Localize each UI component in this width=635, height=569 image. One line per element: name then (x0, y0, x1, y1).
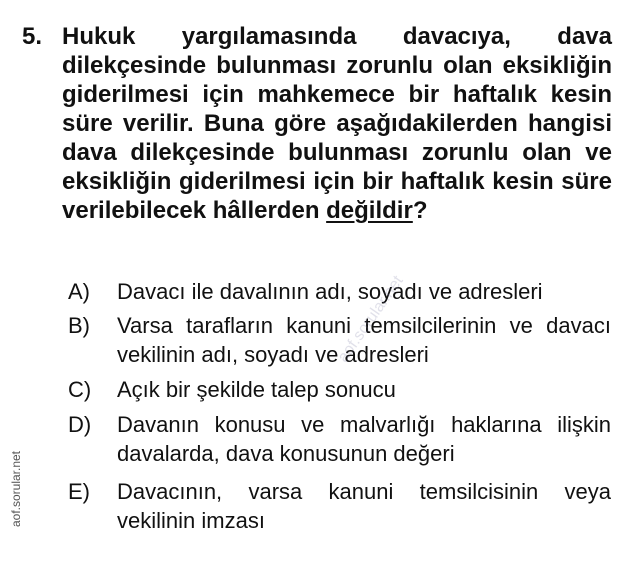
question-number: 5. (22, 23, 43, 50)
option-e-text: Davacının, varsa kanuni temsilcisinin veya vekilinin imzası (117, 479, 611, 533)
side-watermark: aof.sorular.net (9, 450, 23, 528)
option-b-text: Varsa tarafların kanuni temsilcilerinin ve davacı vekilinin adı, soyadı ve adresleri (117, 313, 611, 367)
question-text (62, 22, 612, 225)
option-d-letter: D) (68, 412, 92, 437)
option-a-text: Davacı ile davalının adı, soyadı ve adresleri (117, 279, 543, 304)
option-e-letter: E) (68, 479, 90, 504)
option-d-text: Davanın konusu ve malvarlığı haklarına ilişkin davalarda, dava konusunun değeri (117, 412, 611, 466)
diagonal-watermark: aof.sorular.net (334, 272, 407, 366)
question-emphasis: değildir (326, 197, 413, 224)
option-a-letter: A) (68, 279, 90, 304)
option-c-letter: C) (68, 377, 92, 402)
question-stem: Hukuk yargılamasında davacıya, dava dilekçesinde bulunması zorunlu olan eksikliğin giderilmesi için mahkemece bir haftalık kesin süre verilir. Buna göre aşağıdakilerden hangisi dava dilekçesinde bulunması zorunlu olan ve eksikliğin giderilmesi için bir haftalık kesin süre verilebilecek hâllerden (62, 23, 612, 224)
question-mark: ? (412, 197, 428, 224)
option-b-letter: B) (68, 313, 90, 338)
option-c-text: Açık bir şekilde talep sonucu (117, 377, 396, 402)
